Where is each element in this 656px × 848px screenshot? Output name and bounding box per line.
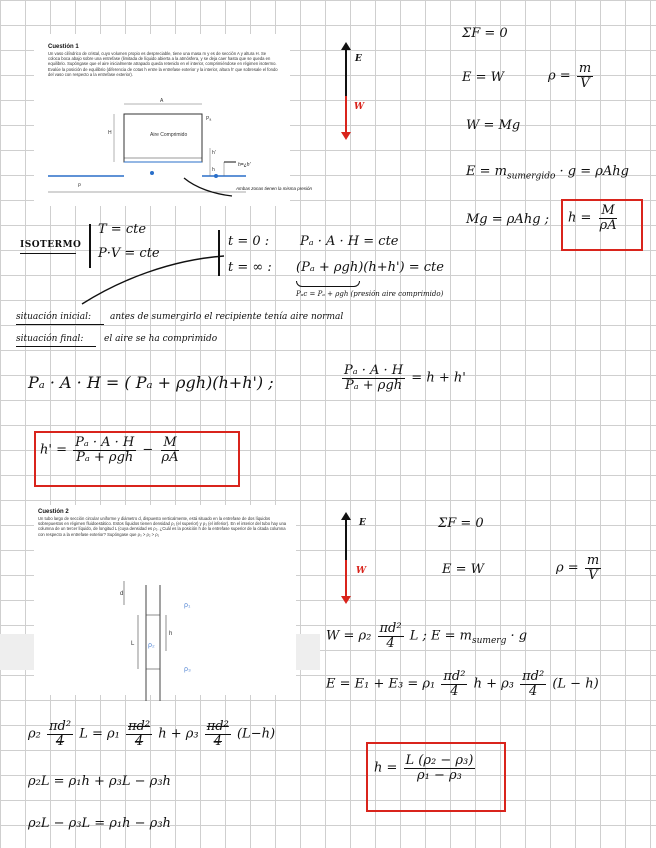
iso-line2: P·V = cte xyxy=(98,246,160,261)
eq4-line1 xyxy=(28,720,275,748)
eq1-h-lhs: h = xyxy=(568,210,592,226)
iso-tinf-eq: (Pₐ + ρgh)(h+h') = cte xyxy=(296,260,444,275)
eq1-rho-num: m xyxy=(578,61,592,76)
fig1-label-H: H xyxy=(108,130,112,136)
iso-sit1-text: antes de sumergirlo el recipiente tenía aire normal xyxy=(110,312,344,322)
eq3-E-den: 4 xyxy=(450,683,459,699)
eq4-l1-den-2: 4 xyxy=(134,733,144,749)
fig2-label-d: d xyxy=(120,591,124,597)
iso-sit1-underline xyxy=(16,324,104,325)
eq4-l1-num: πd² xyxy=(49,719,72,734)
fbd1-label-W: W xyxy=(354,102,365,112)
question-2-text: Un tubo largo de sección circular uniforme y diámetro d, dispuesto verticalmente, está situado en la entrefase de dos líquidos sobrepuestos en régimen fluidoestático. Estos líquidos tienen densidad ρ₁ (el superior) y ρ₃ (el inferior). En el interior del tubo hay una columna de un tercer líquido, de longitud L (cuya densidad es ρ₂. ¿Cuál es la posición h de la entrefase superior de la citada columna con respecto a la entrefase exterior? Supóngase que ρ₃ > ρ₂ > ρ₁ xyxy=(38,516,287,537)
eq1-h-den: ρA xyxy=(599,217,617,233)
eq3-E-num2: πd² xyxy=(522,669,545,684)
eq1-rho xyxy=(548,62,595,90)
fig1-label-top: A xyxy=(160,98,164,104)
eq4-line2: ρ₂L = ρ₁h + ρ₃L − ρ₃h xyxy=(28,774,171,789)
eq3-rho-lhs: ρ = xyxy=(556,560,579,576)
eq1-EW: E = W xyxy=(462,70,505,85)
fbd2-label-E: E xyxy=(359,518,366,528)
eq3-sumF: ΣF = 0 xyxy=(438,516,484,531)
question-1-title: Cuestión 1 xyxy=(48,44,79,50)
iso-t0-eq: Pₐ · A · H = cte xyxy=(300,234,399,249)
question-2-figure xyxy=(34,571,296,701)
eq3-W-den: 4 xyxy=(386,635,395,651)
fbd1-label-E: E xyxy=(355,54,362,64)
eq3-E-line: E = E₁ + E₃ = ρ₁ xyxy=(326,676,436,692)
eq4-l1-a: ρ₂ xyxy=(28,726,41,742)
eq1-E-def-a: E = m xyxy=(466,164,507,179)
fig1-label-pa: Pₐ xyxy=(206,116,212,122)
eq3-W xyxy=(326,622,527,650)
eq2-box-minus: − xyxy=(142,442,154,458)
iso-label: ISOTERMO xyxy=(20,240,82,250)
eq3-E-mid: h + ρ₃ xyxy=(473,676,514,692)
iso-underline xyxy=(20,253,76,254)
eq3-E-end: (L − h) xyxy=(552,676,599,692)
fig2-label-L: L xyxy=(131,641,135,647)
eq2-box xyxy=(40,436,183,464)
iso-tinf: t = ∞ : xyxy=(228,260,272,275)
fig1-annotation-note: Ambas zonas tienen la misma presión xyxy=(236,186,313,191)
eq4-line3: ρ₂L − ρ₃L = ρ₁h − ρ₃h xyxy=(28,816,171,831)
eq4-l1-c: h + ρ₃ xyxy=(158,726,199,742)
eq1-E-def xyxy=(466,164,629,182)
question-1-image xyxy=(34,34,313,206)
eq2-main: Pₐ · A · H = ( Pₐ + ρgh)(h+h') ; xyxy=(28,373,274,392)
fbd1-arrowhead-up xyxy=(341,42,351,50)
iso-note: Pₐc = Pₐ + ρgh (presión aire comprimido) xyxy=(296,290,444,298)
fbd2-arrow-up xyxy=(345,518,347,560)
fig2-label-h: h xyxy=(169,631,173,637)
eq3-W-sub: sumerg xyxy=(472,636,507,647)
iso-sit2-label: situación final: xyxy=(16,334,84,344)
eq2-box-num2: M xyxy=(163,435,177,450)
eq3-rho xyxy=(556,554,603,582)
eq3-W-num: πd² xyxy=(379,621,402,636)
eq1-Mg: Mg = ρAhg ; xyxy=(466,212,550,227)
iso-sit2-text: el aire se ha comprimido xyxy=(104,334,218,344)
eq1-sumF: ΣF = 0 xyxy=(462,26,508,41)
eq2-box-num1: Pₐ · A · H xyxy=(75,435,135,450)
fig1-label-air: Aire Comprimido xyxy=(150,132,188,138)
fbd1-arrow-up xyxy=(345,48,347,96)
iso-t0: t = 0 : xyxy=(228,234,270,249)
eq4-l1-den-3: 4 xyxy=(213,733,222,749)
eq1-h-result xyxy=(568,204,621,232)
question-1-text: Un vaso cilíndrico de cristal, cuyo volumen propio es despreciable, tiene una masa m y es de sección A y altura H. Se coloca boca abajo sobre una entrefase (limitada de líquido abierta a la atmósfera, y se deja caer hasta que se queda en equilibrio. Supóngase que el aire inicialmente atrapado queda retenido en el interior, comprimiéndose en régimen isotermo. Evalúe la posición de equilibrio (diferencia de cotas h entre la entrefase exterior y la interior, altura h' que sobresale el fondo del vaso con respecto a la entrefase exterior). xyxy=(48,51,278,77)
fig2-label-r3: ρ₃ xyxy=(184,666,191,673)
fig2-label-r1: ρ₁ xyxy=(184,602,191,609)
fbd2-arrowhead-up xyxy=(341,512,351,520)
eq4-l1-den: 4 xyxy=(55,733,65,749)
eq4-l1-num-2: πd² xyxy=(128,719,151,734)
question-1-figure xyxy=(34,96,313,206)
eq2-frac-den: Pₐ + ρgh xyxy=(345,377,403,393)
pasted-stripe-2 xyxy=(296,634,320,670)
eq3-EW: E = W xyxy=(442,562,485,577)
pasted-stripe-1 xyxy=(0,634,34,670)
eq3-E xyxy=(326,670,599,698)
eq4-box-lhs: h = xyxy=(374,760,398,776)
eq4-box xyxy=(374,754,477,782)
iso-sit1-label: situación inicial: xyxy=(16,312,92,322)
eq3-W-g: · g xyxy=(510,628,528,644)
eq2-box-den2: ρA xyxy=(161,449,179,465)
fig2-label-r2: ρ₂ xyxy=(148,642,155,649)
eq3-E-den2: 4 xyxy=(529,683,538,699)
eq3-E-num: πd² xyxy=(443,669,466,684)
eq1-E-def-sub: sumergido xyxy=(506,171,556,182)
eq4-box-den: ρ₁ − ρ₃ xyxy=(417,767,462,783)
eq2-frac-eq xyxy=(340,364,466,392)
eq1-WMg: W = Mg xyxy=(466,118,521,133)
question-2-title: Cuestión 2 xyxy=(38,509,69,515)
eq3-W-rest: L ; E = m xyxy=(409,628,472,644)
fbd2-label-W: W xyxy=(356,566,367,576)
fbd1-arrowhead-down xyxy=(341,132,351,140)
eq4-l1-d: (L−h) xyxy=(236,726,276,742)
eq2-box-lhs: h' = xyxy=(40,442,67,458)
eq3-W-lhs: W = ρ₂ xyxy=(326,628,372,644)
iso-line1: T = cte xyxy=(98,222,147,237)
iso-sit2-underline xyxy=(16,346,96,347)
eq2-rhs: = h + h' xyxy=(411,370,466,386)
fig1-label-rho: ρ xyxy=(78,182,81,188)
fbd1-arrow-down xyxy=(345,96,347,134)
eq4-l1-b: L = ρ₁ xyxy=(79,726,120,742)
eq4-l1-num-3: πd² xyxy=(206,719,229,734)
eq2-box-den1: Pₐ + ρgh xyxy=(76,449,134,465)
fbd2-arrow-down xyxy=(345,560,347,598)
eq3-rho-num: m xyxy=(586,553,600,568)
eq2-frac-num: Pₐ · A · H xyxy=(344,363,404,378)
eq1-h-num: M xyxy=(601,203,615,218)
eq1-rho-lhs: ρ = xyxy=(548,68,571,84)
eq3-rho-den: V xyxy=(588,567,598,583)
eq4-box-num: L (ρ₂ − ρ₃) xyxy=(405,753,474,768)
fig1-label-hp: h' xyxy=(212,150,216,156)
fig1-label-h: h xyxy=(212,167,215,173)
question-2-image xyxy=(34,505,296,695)
fig1-annotation-h: h=¿h' xyxy=(238,162,251,168)
iso-underbrace xyxy=(296,281,360,287)
eq1-rho-den: V xyxy=(580,75,590,91)
fbd2-arrowhead-down xyxy=(341,596,351,604)
eq1-E-def-rest: · g = ρAhg xyxy=(559,164,629,179)
